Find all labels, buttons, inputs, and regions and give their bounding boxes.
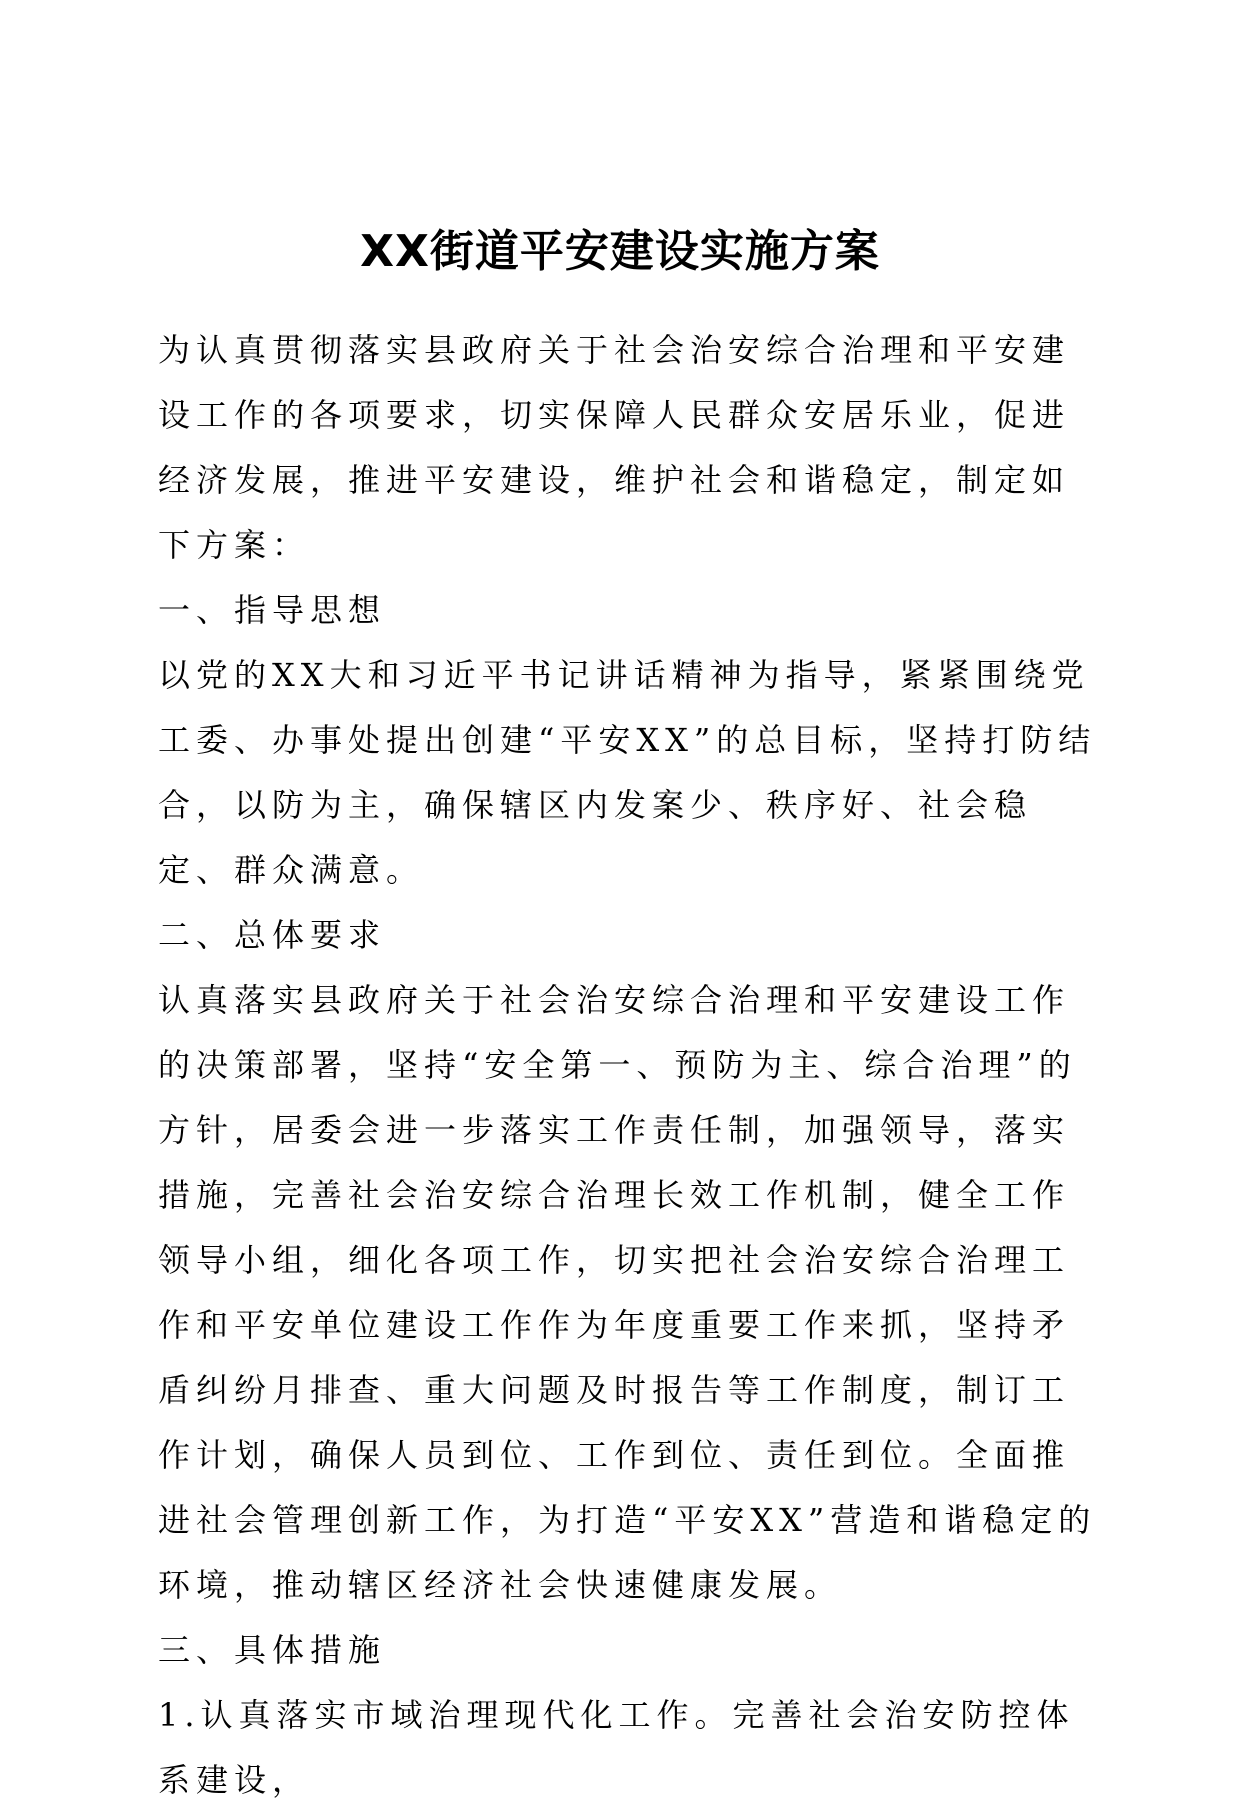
document-body [158,318,1098,1813]
section-heading-specific-measures: 三、具体措施 [158,1631,387,1669]
section-text-guiding-ideology: 以党的XX大和习近平书记讲话精神为指导，紧紧围绕党工委、办事处提出创建“平安XX”的总目标，坚持打防结合，以防为主，确保辖区内发案少、秩序好、社会稳定、群众满意。 [158,656,1097,889]
document-title: XX街道平安建设实施方案 [360,226,880,277]
section-heading-overall-requirements: 二、总体要求 [158,916,387,954]
intro-paragraph: 为认真贯彻落实县政府关于社会治安综合治理和平安建设工作的各项要求，切实保障人民群众安居乐业，促进经济发展，推进平安建设，维护社会和谐稳定，制定如下方案： [158,331,1071,564]
measure-item-1: 1.认真落实市域治理现代化工作。完善社会治安防控体系建设， [158,1696,1075,1799]
section-text-overall-requirements: 认真落实县政府关于社会治安综合治理和平安建设工作的决策部署，坚持“安全第一、预防为主、综合治理”的方针，居委会进一步落实工作责任制，加强领导，落实措施，完善社会治安综合治理长效工作机制，健全工作领导小组，细化各项工作，切实把社会治安综合治理工作和平安单位建设工作作为年度重要工作来抓，坚持矛盾纠纷月排查、重大问题及时报告等工作制度，制订工作计划，确保人员到位、工作到位、责任到位。全面推进社会管理创新工作，为打造“平安XX”营造和谐稳定的环境，推动辖区经济社会快速健康发展。 [158,981,1097,1604]
section-heading-guiding-ideology: 一、指导思想 [158,591,387,629]
